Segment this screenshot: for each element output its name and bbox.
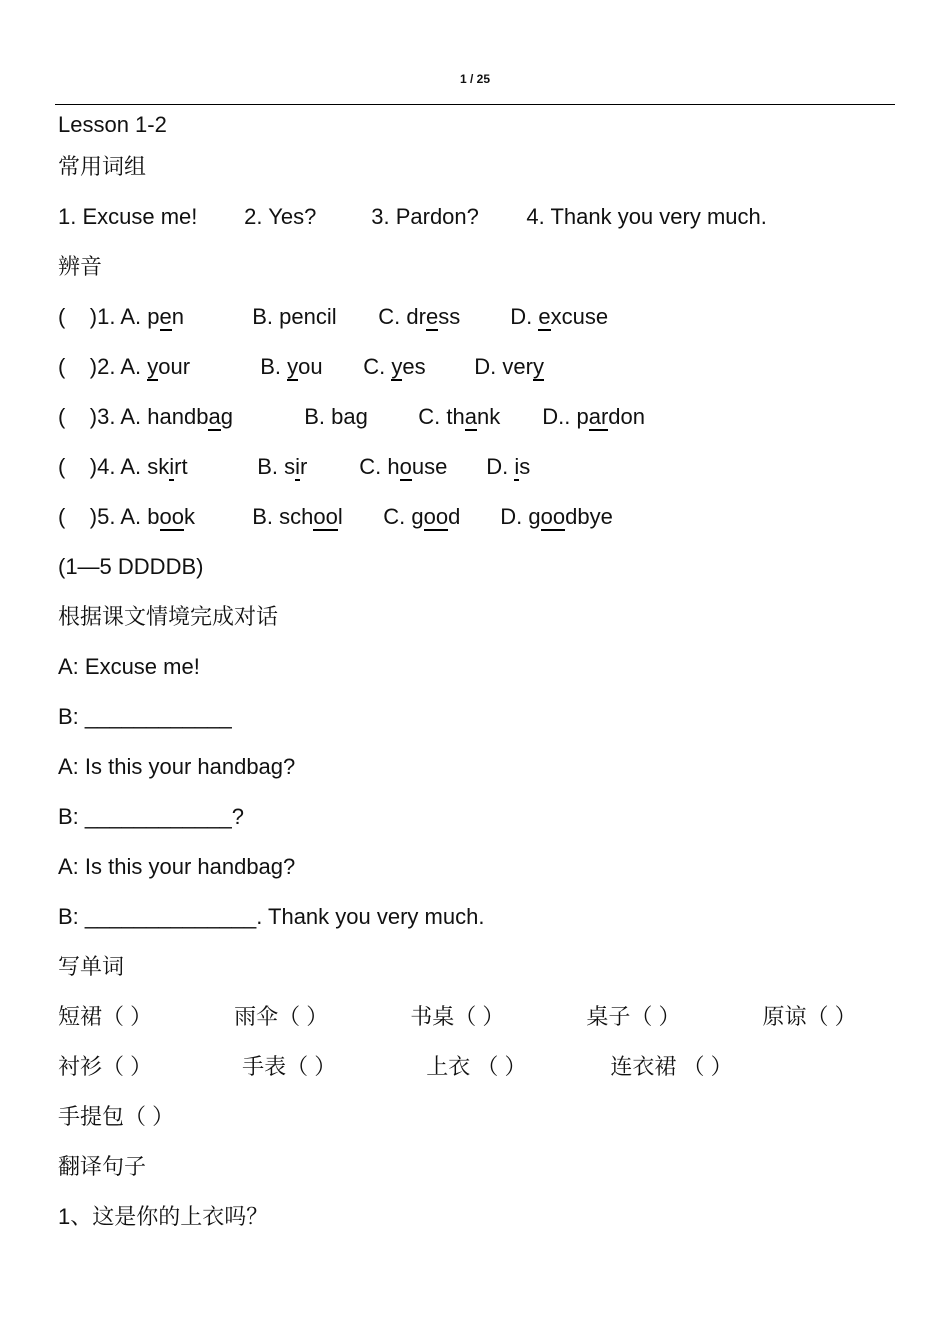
word-blank: 桌子（ ） [586,1004,681,1029]
option-text: rt [174,454,188,479]
page-number: 1 / 25 [459,72,491,86]
lesson-title: Lesson 1-2 [58,112,167,137]
phrases-line [58,200,918,250]
underlined-letters: y [532,354,544,379]
option-text: r [300,454,308,479]
worksheet-content [58,108,918,1250]
underlined-letters: e [425,304,439,329]
option-text: g [220,404,233,429]
option-text: nk [476,404,501,429]
word-blank: 手表（ ） [242,1054,337,1079]
option-text: ou [298,354,323,379]
option-text: C. h [359,454,400,479]
option-text: es [402,354,426,379]
word-blank: 衬衫（ ） [58,1054,153,1079]
option-text: B. bag [304,404,368,429]
underlined-letters: a [208,404,221,429]
dialogue-line: B: ____________ [58,704,232,729]
phrase-item: 1. Excuse me! [58,204,198,229]
phonics-option [260,350,363,384]
option-text: use [411,454,448,479]
translate-section-title: 翻译句子 [58,1154,147,1179]
question-number: ( )2. A. [58,354,148,379]
words-section-title: 写单词 [58,954,125,979]
word-blank: 手提包（ ） [58,1104,175,1129]
underlined-letters: y [287,354,299,379]
option-text: k [183,504,195,529]
option-text: C. [363,354,392,379]
phonics-option [147,400,304,434]
header-divider [55,104,895,105]
phonics-question-5 [58,500,918,550]
phonics-question-4 [58,450,918,500]
underlined-letters: oo [313,504,338,529]
underlined-letters: i [514,454,520,479]
phonics-option [486,450,530,484]
option-text: handb [147,404,209,429]
dialogue-line: A: Is this your handbag? [58,854,296,879]
words-row [58,1050,918,1100]
option-text: B. sch [252,504,314,529]
phonics-option [363,350,474,384]
option-text: dbye [565,504,613,529]
words-row [58,1000,918,1050]
underlined-letters: i [295,454,301,479]
underlined-letters: a [464,404,477,429]
option-text: C. dr [378,304,426,329]
underlined-letters: y [147,354,159,379]
question-number: ( )1. A. [58,304,148,329]
word-blank: 原谅（ ） [762,1004,857,1029]
option-text: B. s [257,454,296,479]
question-number: ( )5. A. [58,504,148,529]
phonics-option [542,400,645,434]
question-number: ( )3. A. [58,404,148,429]
phonics-option [147,500,252,534]
phonics-option [147,450,257,484]
phonics-answer: (1—5 DDDDB) [58,554,204,579]
phonics-option [510,300,608,334]
underlined-letters: oo [540,504,566,529]
phonics-question-3 [58,400,918,450]
option-text: B. pencil [252,304,337,329]
option-text: d [448,504,461,529]
translate-item: 1、这是你的上衣吗？ [58,1204,269,1229]
phonics-option [147,350,260,384]
phrase-item: 2. Yes? [244,204,317,229]
underlined-letters: oo [159,504,184,529]
phonics-option [359,450,486,484]
option-text: s [519,454,531,479]
option-text: D. [510,304,539,329]
underlined-letters: oo [423,504,449,529]
dialogue-section-title: 根据课文情境完成对话 [58,604,279,629]
phrases-section-title: 常用词组 [58,154,147,179]
option-text: C. g [383,504,424,529]
dialogue-line: B: ____________? [58,804,244,829]
option-text: D. [486,454,515,479]
phonics-option [418,400,542,434]
word-blank: 短裙（ ） [58,1004,153,1029]
phonics-option [500,500,613,534]
option-text: ss [438,304,461,329]
phrase-item: 3. Pardon? [371,204,479,229]
phonics-questions [58,300,918,550]
option-text: xcuse [550,304,609,329]
underlined-letters: e [159,304,172,329]
phonics-option [252,300,378,334]
word-blank: 连衣裙 （ ） [610,1054,733,1079]
phonics-option [378,300,510,334]
underlined-letters: i [169,454,175,479]
option-text: sk [147,454,170,479]
word-blank: 书桌（ ） [410,1004,505,1029]
underlined-letters: e [538,304,551,329]
option-text: our [158,354,191,379]
phonics-option [252,500,383,534]
dialogue-line: A: Is this your handbag? [58,754,296,779]
option-text: n [171,304,184,329]
option-text: B. [260,354,288,379]
phonics-option [383,500,500,534]
question-number: ( )4. A. [58,454,148,479]
phonics-option [304,400,418,434]
phrase-item: 4. Thank you very much. [526,204,767,229]
underlined-letters: ar [588,404,609,429]
underlined-letters: y [391,354,403,379]
dialogue-line: A: Excuse me! [58,654,200,679]
phonics-option [147,300,252,334]
option-text: don [608,404,645,429]
option-text: D. ver [474,354,533,379]
underlined-letters: o [399,454,412,479]
word-blank: 雨伞（ ） [234,1004,329,1029]
word-blank: 上衣 （ ） [426,1054,527,1079]
option-text: l [337,504,343,529]
option-text: C. th [418,404,465,429]
option-text: p [147,304,160,329]
option-text: D. g [500,504,541,529]
phonics-option [474,350,544,384]
phonics-question-2 [58,350,918,400]
dialogue-line: B: ______________. Thank you very much. [58,904,485,929]
phonics-section-title: 辨音 [58,254,103,279]
phonics-option [257,450,359,484]
option-text: D.. p [542,404,589,429]
words-row [58,1100,918,1150]
phonics-question-1 [58,300,918,350]
option-text: b [147,504,160,529]
